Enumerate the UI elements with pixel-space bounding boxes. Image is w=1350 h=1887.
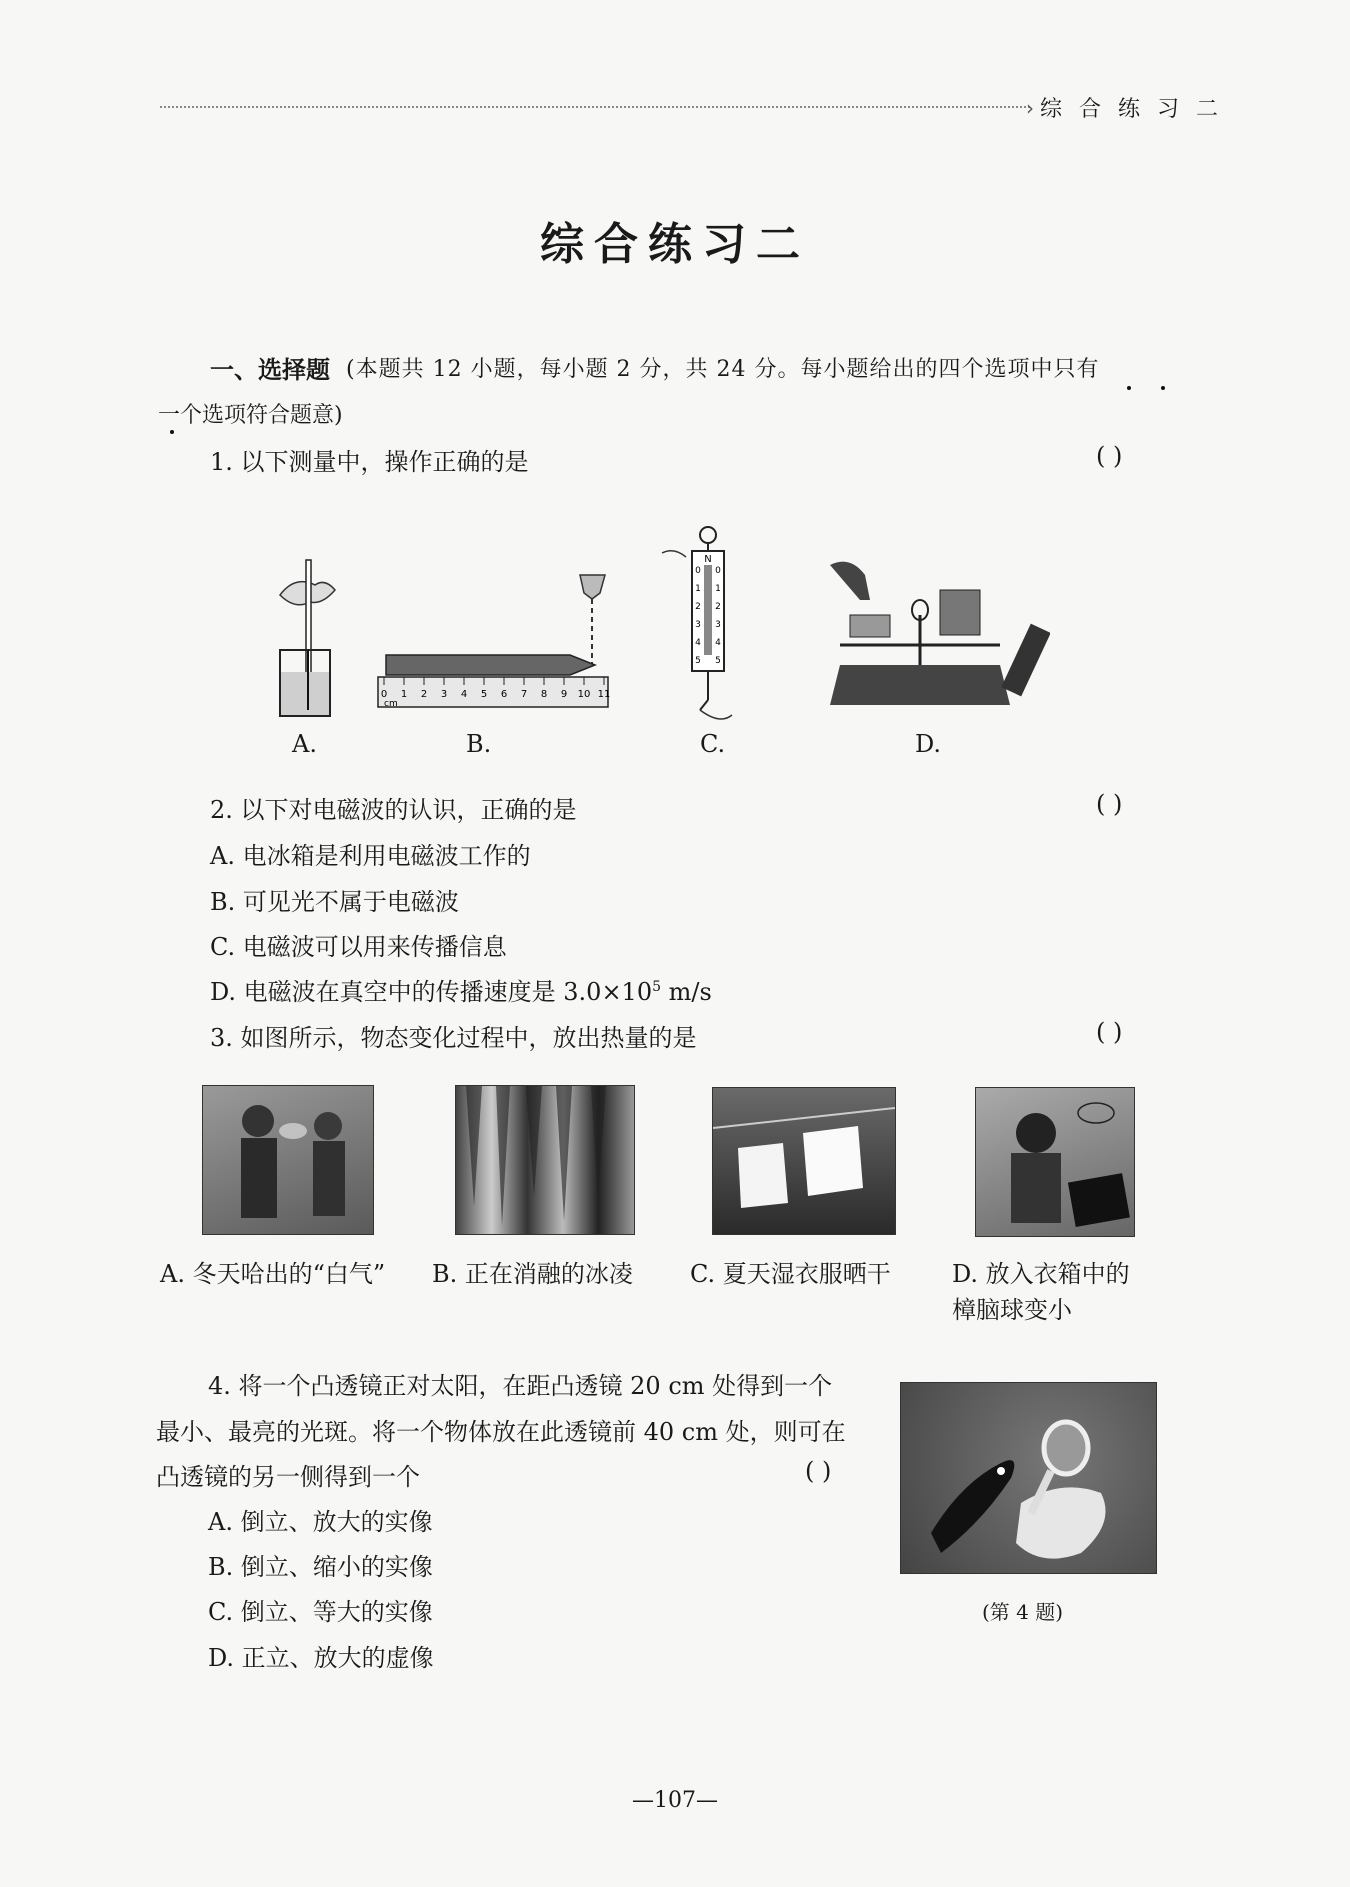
header-arrow-icon: › [1026,96,1034,120]
ruler-unit-label: cm [384,699,398,709]
q1-label-b: B. [466,730,492,758]
balance-tick-label: 1 [715,584,721,594]
ruler-tick-label: 3 [440,689,448,700]
q3-photo-b-icicles [455,1085,635,1235]
page-number: —107— [632,1788,718,1813]
q3-caption-b: B. 正在消融的冰凌 [432,1260,633,1288]
q3-photo-d-mothballs [975,1087,1135,1237]
balance-tick-label: 3 [715,620,721,630]
figure-lab-balance [820,555,1050,715]
balance-tick-label: 4 [715,638,721,648]
ruler-tick-label: 11 [597,689,610,700]
q1-label-c: C. [700,730,726,758]
q2-option-a: A. 电冰箱是利用电磁波工作的 [210,842,531,870]
answer-paren: ( ) [805,1457,832,1485]
figure-spring-balance [660,525,750,735]
ruler-tick-label: 9 [560,689,568,700]
q4-figure-caption: (第 4 题) [982,1600,1064,1624]
page-title: 综合练习二 [540,219,810,270]
figure-pencil-ruler [370,565,610,715]
q3-caption-c: C. 夏天湿衣服晒干 [690,1260,891,1288]
balance-tick-label: 0 [695,566,701,576]
q2-option-d [210,972,712,1007]
emphasis-dot [1161,386,1165,390]
q3-photo-a-children-breath [202,1085,374,1235]
balance-tick-label: 0 [715,566,721,576]
section-description: (本题共 12 小题，每小题 2 分，共 24 分。每小题给出的四个选项中只有 [346,357,1100,382]
ruler-tick-label: 1 [400,689,408,700]
answer-paren: ( ) [1096,790,1123,818]
running-title: 综 合 练 习 二 [1040,97,1223,122]
q2-option-b: B. 可见光不属于电磁波 [210,888,459,916]
question-4-line3: 凸透镜的另一侧得到一个 [156,1463,420,1491]
ruler-tick-label: 4 [460,689,468,700]
q4-option-c: C. 倒立、等大的实像 [208,1598,433,1626]
emphasis-dot [170,430,174,434]
q2-exponent: 5 [652,979,662,995]
q3-caption-d-line2: 樟脑球变小 [952,1296,1072,1324]
answer-paren: ( ) [1096,442,1123,470]
section-description-2: 一个选项符合题意) [158,403,343,428]
q4-option-d: D. 正立、放大的虚像 [208,1644,434,1672]
q4-photo-magnifier [900,1382,1157,1574]
balance-tick-label: 5 [695,656,701,666]
section-heading: 一、选择题 [210,356,330,384]
q2-option-c: C. 电磁波可以用来传播信息 [210,933,507,961]
q3-photo-c-laundry [712,1087,896,1235]
question-4-line1: 4. 将一个凸透镜正对太阳，在距凸透镜 20 cm 处得到一个 [208,1372,833,1400]
q3-caption-a: A. 冬天哈出的“白气” [160,1260,386,1288]
question-2-stem: 2. 以下对电磁波的认识，正确的是 [210,796,577,824]
question-1-stem: 1. 以下测量中，操作正确的是 [210,448,529,476]
ruler-tick-label: 7 [520,689,528,700]
figure-thermometer-beaker [270,550,360,720]
balance-tick-label: 3 [695,620,701,630]
q3-caption-d: D. 放入衣箱中的 [952,1260,1130,1288]
ruler-tick-label: 2 [420,689,428,700]
ruler-tick-label: 5 [480,689,488,700]
ruler-tick-label: 8 [540,689,548,700]
ruler-tick-label: 10 [577,689,591,700]
balance-tick-label: 1 [695,584,701,594]
q2-option-d-text: D. 电磁波在真空中的传播速度是 3.0×10 [210,978,653,1006]
question-3-stem: 3. 如图所示，物态变化过程中，放出热量的是 [210,1024,697,1052]
answer-paren: ( ) [1096,1018,1123,1046]
balance-tick-label: 2 [715,602,721,612]
q4-option-a: A. 倒立、放大的实像 [208,1508,433,1536]
q1-label-a: A. [292,730,317,758]
ruler-tick-label: 0 [380,689,388,700]
q2-unit: m/s [661,978,712,1006]
q4-option-b: B. 倒立、缩小的实像 [208,1553,433,1581]
q1-label-d: D. [915,730,942,758]
ruler-tick-label: 6 [500,689,508,700]
balance-unit-label: N [704,554,712,565]
question-4-line2: 最小、最亮的光斑。将一个物体放在此透镜前 40 cm 处，则可在 [156,1418,846,1446]
header-rule [160,106,1030,108]
balance-tick-label: 4 [695,638,701,648]
balance-tick-label: 5 [715,656,721,666]
emphasis-dot [1127,386,1131,390]
balance-tick-label: 2 [695,602,701,612]
